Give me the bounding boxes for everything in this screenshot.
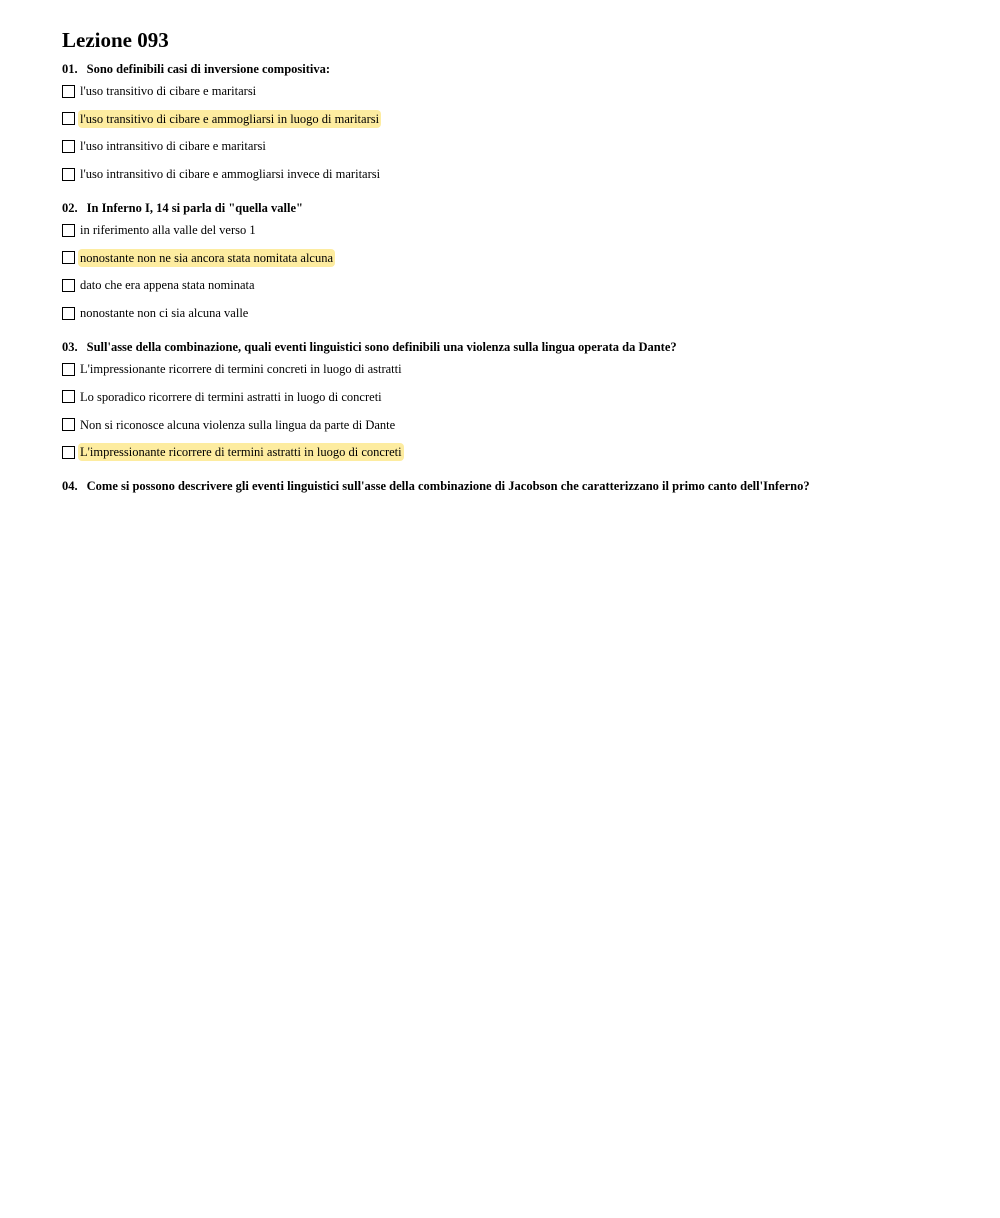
answer-option <box>62 83 962 99</box>
answer-checkbox[interactable] <box>62 307 75 320</box>
answer-text: Lo sporadico ricorrere di termini astratti in luogo di concreti <box>80 389 382 404</box>
question-02 <box>62 200 962 321</box>
answer-checkbox[interactable] <box>62 251 75 264</box>
answer-checkbox[interactable] <box>62 279 75 292</box>
answer-checkbox[interactable] <box>62 418 75 431</box>
answer-text: Non si riconosce alcuna violenza sulla lingua da parte di Dante <box>80 417 396 432</box>
answer-text: L'impressionante ricorrere di termini astratti in luogo di concreti <box>80 445 402 460</box>
answer-text: nonostante non ci sia alcuna valle <box>80 306 249 321</box>
question-01 <box>62 61 962 182</box>
answer-text: l'uso transitivo di cibare e maritarsi <box>80 84 257 98</box>
answer-text: in riferimento alla valle del verso 1 <box>80 223 256 238</box>
question-label: Sull'asse della combinazione, quali eventi linguistici sono definibili una violenza sulla lingua operata da Dante? <box>86 340 677 355</box>
answer-option <box>62 250 962 266</box>
answer-checkbox[interactable] <box>62 390 75 403</box>
answer-checkbox[interactable] <box>62 224 75 237</box>
answer-option <box>62 305 962 321</box>
document-page <box>62 27 962 512</box>
question-04 <box>62 478 962 494</box>
answer-option <box>62 138 962 154</box>
answer-text: nonostante non ne sia ancora stata nomitata alcuna <box>80 250 334 265</box>
question-text <box>62 339 962 355</box>
question-label: In Inferno I, 14 si parla di "quella valle" <box>86 201 303 216</box>
question-text <box>62 478 962 494</box>
answer-checkbox[interactable] <box>62 168 75 181</box>
answer-option <box>62 361 962 377</box>
question-number: 03. <box>62 340 78 355</box>
question-03 <box>62 339 962 460</box>
question-number: 01. <box>62 62 78 76</box>
answer-option <box>62 417 962 433</box>
answer-checkbox[interactable] <box>62 85 75 98</box>
answer-option <box>62 111 962 127</box>
answer-option <box>62 166 962 182</box>
question-label: Come si possono descrivere gli eventi linguistici sull'asse della combinazione di Jacobson che caratterizzano il primo canto dell'Inferno? <box>86 479 810 494</box>
answer-checkbox[interactable] <box>62 140 75 153</box>
answer-checkbox[interactable] <box>62 446 75 459</box>
answer-checkbox[interactable] <box>62 363 75 376</box>
answer-option <box>62 277 962 293</box>
answer-text: l'uso intransitivo di cibare e maritarsi <box>80 139 266 154</box>
question-number: 02. <box>62 201 78 216</box>
answer-text: dato che era appena stata nominata <box>80 278 255 293</box>
answer-option <box>62 222 962 238</box>
answer-text: l'uso intransitivo di cibare e ammogliarsi invece di maritarsi <box>80 167 381 182</box>
question-text <box>62 61 962 77</box>
answer-option <box>62 389 962 405</box>
lesson-title: Lezione 093 <box>62 28 169 52</box>
question-label: Sono definibili casi di inversione compositiva: <box>86 62 331 76</box>
answer-text: l'uso transitivo di cibare e ammogliarsi in luogo di maritarsi <box>80 111 380 126</box>
answer-text: L'impressionante ricorrere di termini concreti in luogo di astratti <box>80 362 402 377</box>
answer-option <box>62 444 962 460</box>
question-text <box>62 200 962 216</box>
answer-checkbox[interactable] <box>62 112 75 125</box>
question-number: 04. <box>62 479 78 494</box>
